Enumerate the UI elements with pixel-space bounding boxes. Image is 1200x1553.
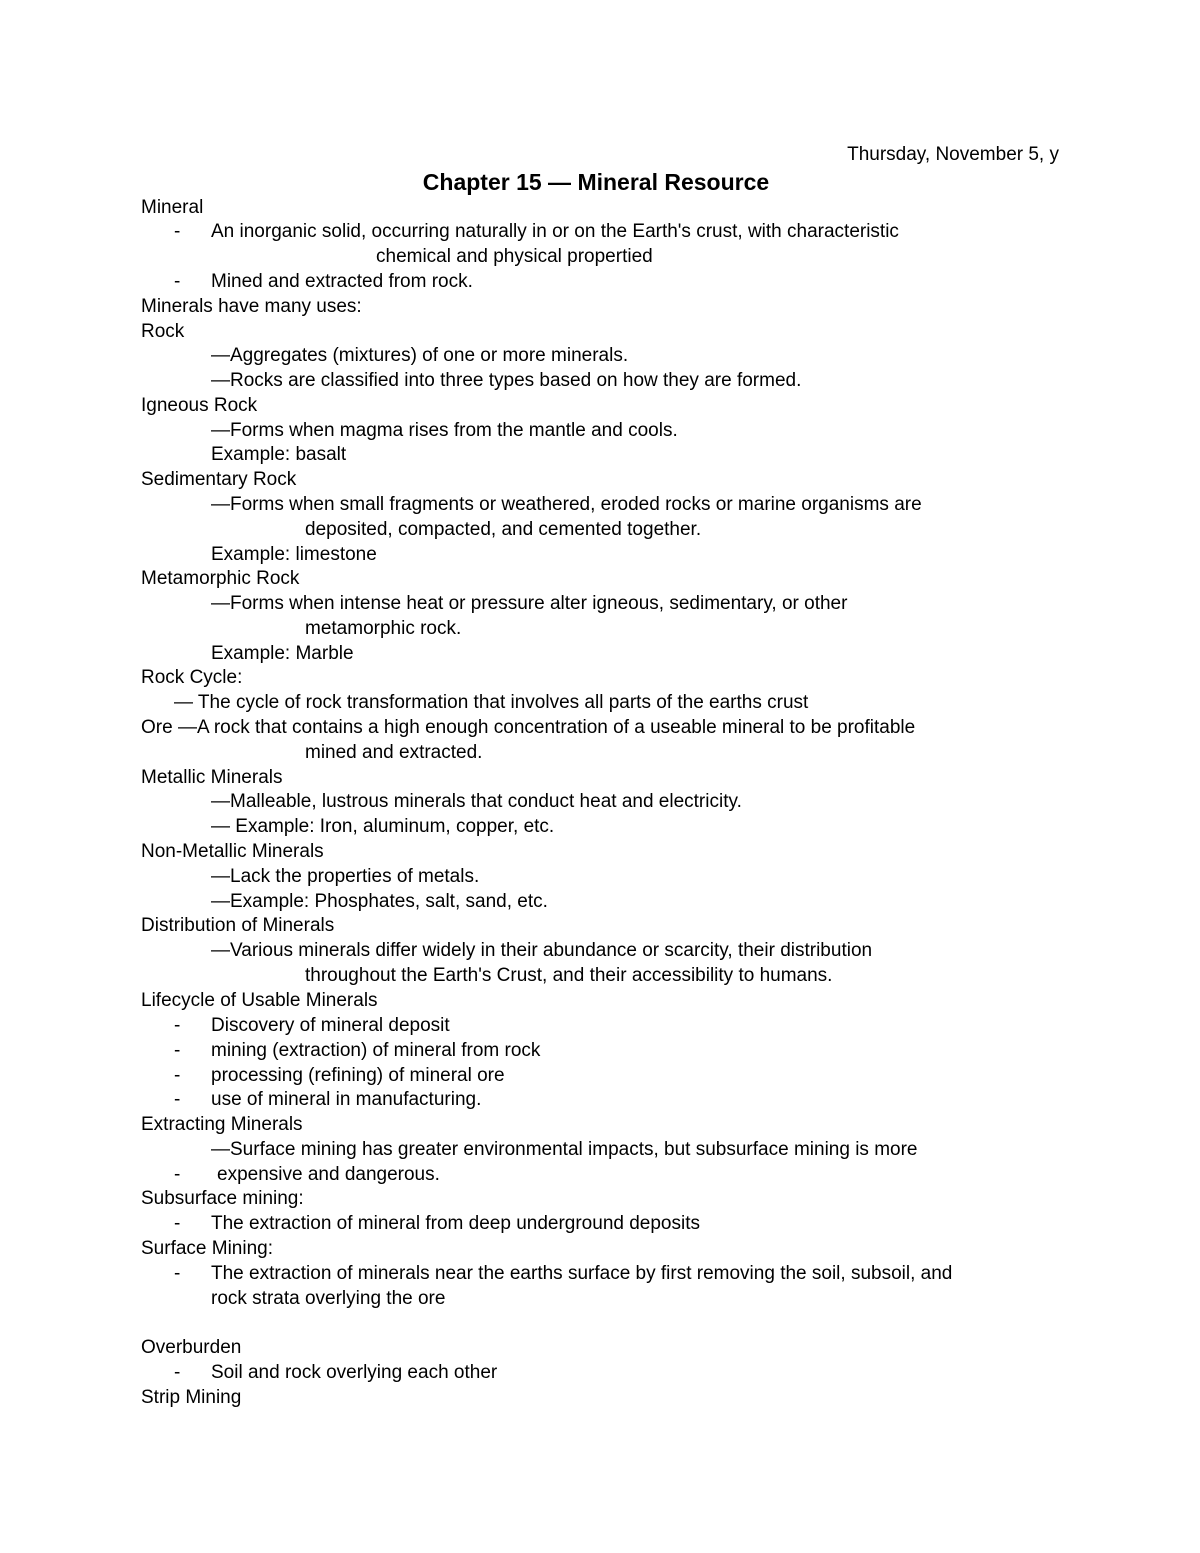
heading-surface-mining: Surface Mining:	[141, 1238, 274, 1259]
bullet-dash: -	[174, 1213, 181, 1234]
note-line: —Forms when intense heat or pressure alter igneous, sedimentary, or other	[211, 593, 848, 614]
note-line: Example: Marble	[211, 643, 354, 664]
date-line: Thursday, November 5, y	[847, 144, 1059, 165]
heading-metamorphic-rock: Metamorphic Rock	[141, 568, 300, 589]
note-line: processing (refining) of mineral ore	[211, 1065, 505, 1086]
bullet-dash: -	[174, 1164, 181, 1185]
note-line: Example: basalt	[211, 444, 347, 465]
note-line: —Forms when magma rises from the mantle and cools.	[211, 420, 678, 441]
note-line: Example: limestone	[211, 544, 377, 565]
heading-overburden: Overburden	[141, 1337, 242, 1358]
heading-extracting-minerals: Extracting Minerals	[141, 1114, 303, 1135]
heading-non-metallic-minerals: Non-Metallic Minerals	[141, 841, 324, 862]
note-line: expensive and dangerous.	[217, 1164, 440, 1185]
note-line: —Forms when small fragments or weathered, eroded rocks or marine organisms are	[211, 494, 922, 515]
note-line: use of mineral in manufacturing.	[211, 1089, 482, 1110]
note-line: —Aggregates (mixtures) of one or more minerals.	[211, 345, 629, 366]
note-line: deposited, compacted, and cemented together.	[305, 519, 702, 540]
note-line: — Example: Iron, aluminum, copper, etc.	[211, 816, 555, 837]
bullet-dash: -	[174, 221, 181, 242]
note-line: chemical and physical propertied	[376, 246, 653, 267]
note-line: metamorphic rock.	[305, 618, 462, 639]
bullet-dash: -	[174, 1089, 181, 1110]
heading-strip-mining: Strip Mining	[141, 1387, 242, 1408]
heading-subsurface-mining: Subsurface mining:	[141, 1188, 304, 1209]
note-line: Minerals have many uses:	[141, 296, 362, 317]
heading-metallic-minerals: Metallic Minerals	[141, 767, 283, 788]
note-line: — The cycle of rock transformation that involves all parts of the earths crust	[174, 692, 809, 713]
note-line: —Example: Phosphates, salt, sand, etc.	[211, 891, 548, 912]
heading-lifecycle: Lifecycle of Usable Minerals	[141, 990, 378, 1011]
heading-distribution-of-minerals: Distribution of Minerals	[141, 915, 335, 936]
note-line: rock strata overlying the ore	[211, 1288, 446, 1309]
note-line: —Rocks are classified into three types based on how they are formed.	[211, 370, 802, 391]
bullet-dash: -	[174, 271, 181, 292]
heading-sedimentary-rock: Sedimentary Rock	[141, 469, 297, 490]
bullet-dash: -	[174, 1263, 181, 1284]
note-line: mined and extracted.	[305, 742, 483, 763]
note-line: Mined and extracted from rock.	[211, 271, 473, 292]
bullet-dash: -	[174, 1362, 181, 1383]
note-line: —Surface mining has greater environmental impacts, but subsurface mining is more	[211, 1139, 918, 1160]
heading-ore: Ore —A rock that contains a high enough concentration of a useable mineral to be profitable	[141, 717, 916, 738]
bullet-dash: -	[174, 1015, 181, 1036]
note-line: An inorganic solid, occurring naturally in or on the Earth's crust, with characteristic	[211, 221, 899, 242]
note-line: throughout the Earth's Crust, and their accessibility to humans.	[305, 965, 833, 986]
note-line: —Malleable, lustrous minerals that conduct heat and electricity.	[211, 791, 742, 812]
page-title: Chapter 15 — Mineral Resource	[422, 169, 770, 195]
note-line: Soil and rock overlying each other	[211, 1362, 498, 1383]
heading-rock: Rock	[141, 321, 185, 342]
heading-mineral: Mineral	[141, 197, 204, 218]
note-line: —Various minerals differ widely in their abundance or scarcity, their distribution	[211, 940, 873, 961]
note-line: The extraction of mineral from deep underground deposits	[211, 1213, 700, 1234]
heading-rock-cycle: Rock Cycle:	[141, 667, 243, 688]
note-line: The extraction of minerals near the earths surface by first removing the soil, subsoil, and	[211, 1263, 953, 1284]
note-line: —Lack the properties of metals.	[211, 866, 480, 887]
bullet-dash: -	[174, 1040, 181, 1061]
heading-igneous-rock: Igneous Rock	[141, 395, 258, 416]
note-line: Discovery of mineral deposit	[211, 1015, 450, 1036]
note-line: mining (extraction) of mineral from rock	[211, 1040, 541, 1061]
bullet-dash: -	[174, 1065, 181, 1086]
